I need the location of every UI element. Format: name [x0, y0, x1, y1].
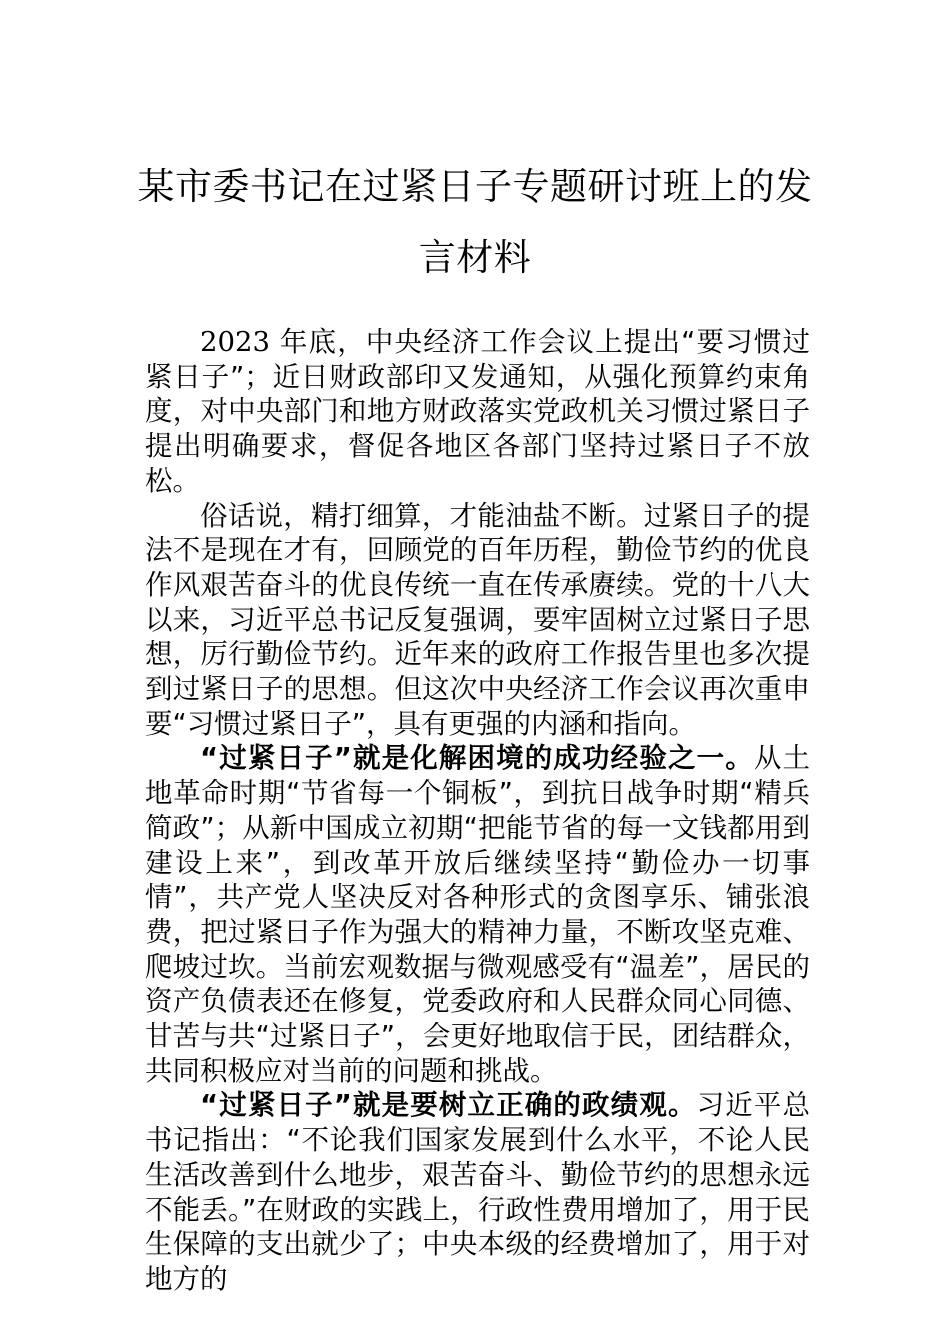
- paragraph-1-text: 年底，中央经济工作会议上提出“要习惯过紧日子”；近日财政部印又发通知，从强化预算约束角度，对中央部门和地方财政落实党政机关习惯过紧日子提出明确要求，督促各地区各部门坚持过紧日子不放松。: [145, 326, 810, 497]
- paragraph-3-text: 从土地革命时期“节省每一个铜板”，到抗日战争时期“精兵简政”；从新中国成立初期“把能节省的每一文钱都用到建设上来”，到改革开放后继续坚持“勤俭办一切事情”，共产党人坚决反对各种形式的贪图享乐、铺张浪费，把过紧日子作为强大的精神力量，不断攻坚克难、爬坡过坎。当前宏观数据与微观感受有“温差”，居民的资产负债表还在修复，党委政府和人民群众同心同德、甘苦与共“过紧日子”，会更好地取信于民，团结群众，共同积极应对当前的问题和挑战。: [145, 742, 810, 1087]
- paragraph-2-text: 俗话说，精打细算，才能油盐不断。过紧日子的提法不是现在才有，回顾党的百年历程，勤俭节约的优良作风艰苦奋斗的优良传统一直在传承赓续。党的十八大以来，习近平总书记反复强调，要牢固树立过紧日子思想，厉行勤俭节约。近年来的政府工作报告里也多次提到过紧日子的思想。但这次中央经济工作会议再次重申要“习惯过紧日子”，具有更强的内涵和指向。: [145, 499, 810, 740]
- paragraph-4-text: 习近平总书记指出：“不论我们国家发展到什么水平，不论人民生活改善到什么地步，艰苦奋斗、勤俭节约的思想永远不能丢。”在财政的实践上，行政性费用增加了，用于民生保障的支出就少了；中央本级的经费增加了，用于对地方的: [145, 1089, 810, 1295]
- paragraph-4: [145, 1088, 810, 1296]
- paragraph-3-lead-heading: “过紧日子”就是化解困境的成功经验之一。: [200, 742, 754, 775]
- paragraph-1-year: 2023: [200, 326, 270, 358]
- paragraph-4-lead-heading: “过紧日子”就是要树立正确的政绩观。: [200, 1089, 697, 1122]
- document-body: [145, 325, 810, 1297]
- paragraph-3: [145, 741, 810, 1088]
- document-title-line-1: 某市委书记在过紧日子专题研讨班上的发: [137, 165, 813, 208]
- document-title-line-2: 言材料: [418, 236, 532, 279]
- paragraph-2: [145, 499, 810, 742]
- paragraph-1: [145, 325, 810, 499]
